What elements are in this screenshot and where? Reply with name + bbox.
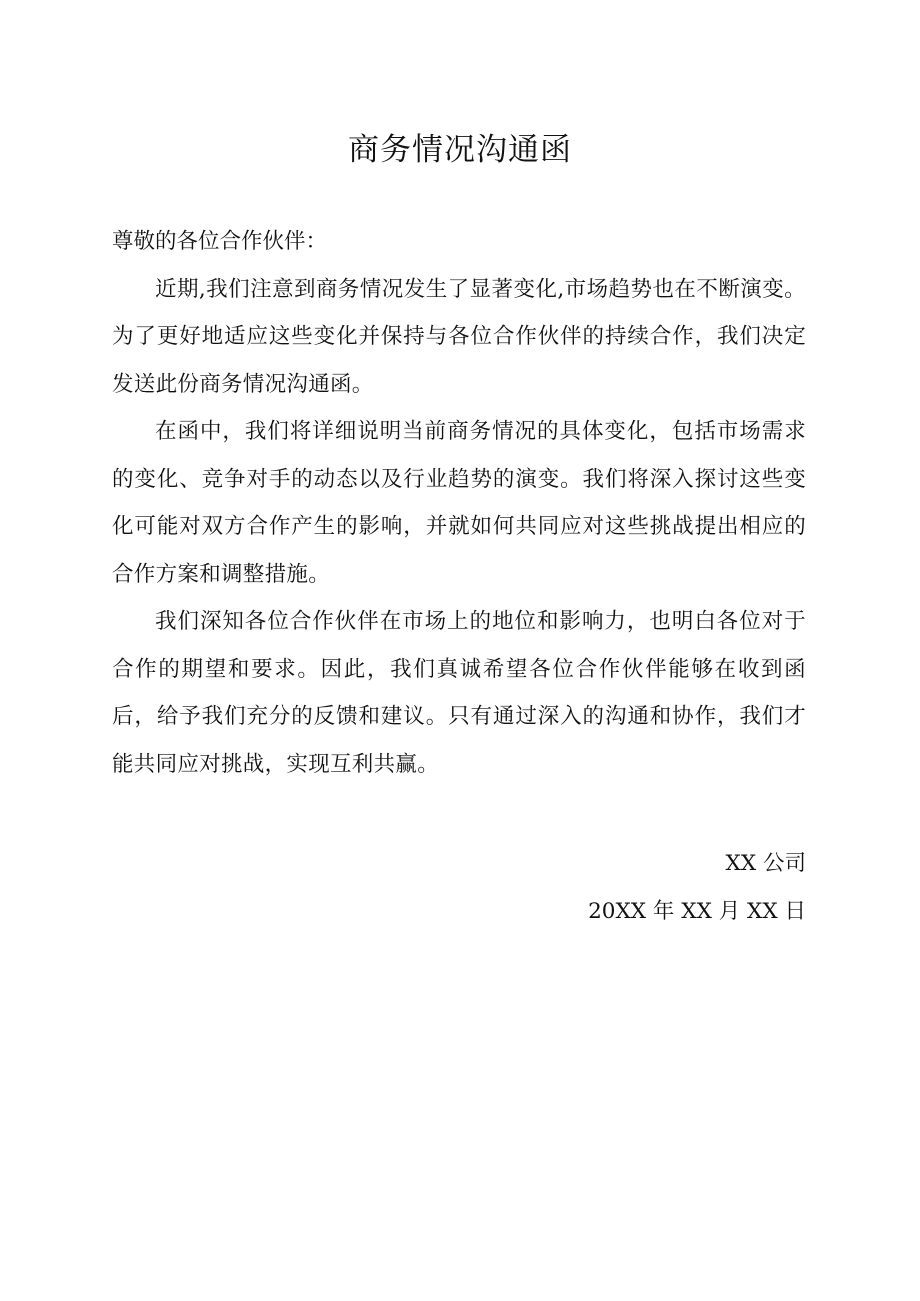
letter-body xyxy=(112,218,806,788)
paragraph-1: 近期,我们注意到商务情况发生了显著变化,市场趋势也在不断演变。为了更好地适应这些变化并保持与各位合作伙伴的持续合作，我们决定发送此份商务情况沟通函。 xyxy=(112,276,806,397)
paragraph-3: 我们深知各位合作伙伴在市场上的地位和影响力，也明白各位对于合作的期望和要求。因此，我们真诚希望各位合作伙伴能够在收到函后，给予我们充分的反馈和建议。只有通过深入的沟通和协作，我们才能共同应对挑战，实现互利共赢。 xyxy=(112,609,806,777)
signature-block xyxy=(588,840,806,936)
signature-company: XX 公司 xyxy=(725,851,806,876)
letter-title: 商务情况沟通函 xyxy=(348,132,572,168)
signature-date: 20XX 年 XX 月 XX 日 xyxy=(588,899,806,924)
paragraph-2: 在函中，我们将详细说明当前商务情况的具体变化，包括市场需求的变化、竞争对手的动态以及行业趋势的演变。我们将深入探讨这些变化可能对双方合作产生的影响，并就如何共同应对这些挑战提出相应的合作方案和调整措施。 xyxy=(112,419,806,587)
salutation: 尊敬的各位合作伙伴： xyxy=(112,229,328,254)
